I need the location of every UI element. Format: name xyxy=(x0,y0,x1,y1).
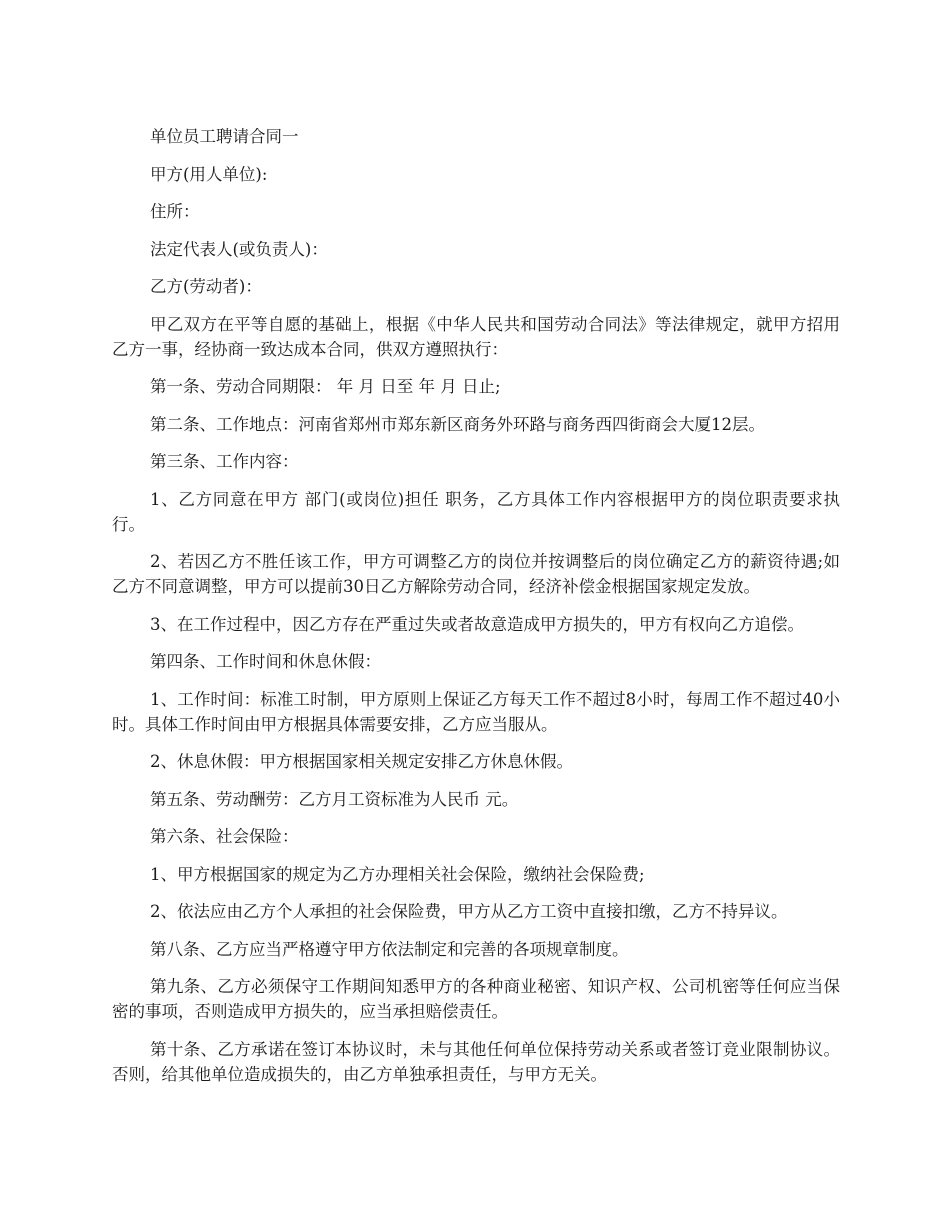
article-1-contract-term: 第一条、劳动合同期限： 年 月 日至 年 月 日止; xyxy=(150,377,501,396)
article-10-non-compete: 第十条、乙方承诺在签订本协议时，未与其他任何单位保持劳动关系或者签订竞业限制协议。否则，给其他单位造成损失的，由乙方单独承担责任，与甲方无关。 xyxy=(112,1039,840,1084)
address-field: 住所： xyxy=(150,202,200,221)
article-4-heading: 第四条、工作时间和休息休假： xyxy=(150,652,381,671)
article-3-item-2: 2、若因乙方不胜任该工作，甲方可调整乙方的岗位并按调整后的岗位确定乙方的薪资待遇;如乙方不同意调整，甲方可以提前30日乙方解除劳动合同，经济补偿金根据国家规定发放。 xyxy=(112,552,840,596)
article-6-item-1: 1、甲方根据国家的规定为乙方办理相关社会保险，缴纳社会保险费; xyxy=(150,864,645,884)
article-9-confidentiality: 第九条、乙方必须保守工作期间知悉甲方的各种商业秘密、知识产权、公司机密等任何应当保密的事项，否则造成甲方损失的，应当承担赔偿责任。 xyxy=(112,977,840,1021)
article-3-item-1: 1、乙方同意在甲方 部门(或岗位)担任 职务，乙方具体工作内容根据甲方的岗位职责要求执行。 xyxy=(112,489,840,534)
article-8-rules: 第八条、乙方应当严格遵守甲方依法制定和完善的各项规章制度。 xyxy=(150,939,629,959)
preamble-paragraph: 甲乙双方在平等自愿的基础上，根据《中华人民共和国劳动合同法》等法律规定，就甲方招用乙方一事，经协商一致达成本合同，供双方遵照执行： xyxy=(112,314,840,359)
article-4-item-2: 2、休息休假：甲方根据国家相关规定安排乙方休息休假。 xyxy=(150,752,573,771)
article-3-heading: 第三条、工作内容： xyxy=(150,452,299,471)
document-page xyxy=(112,124,840,1099)
article-3-item-3: 3、在工作过程中，因乙方存在严重过失或者故意造成甲方损失的，甲方有权向乙方追偿。 xyxy=(150,614,804,634)
party-b-field: 乙方(劳动者)： xyxy=(150,277,262,296)
article-2-work-location: 第二条、工作地点：河南省郑州市郑东新区商务外环路与商务西四街商会大厦12层。 xyxy=(150,414,765,434)
document-title: 单位员工聘请合同一 xyxy=(150,127,299,146)
article-6-item-2: 2、依法应由乙方个人承担的社会保险费，甲方从乙方工资中直接扣缴，乙方不持异议。 xyxy=(150,902,788,921)
party-a-field: 甲方(用人单位): xyxy=(150,164,268,184)
legal-representative-field: 法定代表人(或负责人)： xyxy=(150,239,328,259)
article-4-item-1: 1、工作时间：标准工时制，甲方原则上保证乙方每天工作不超过8小时，每周工作不超过40小时。具体工作时间由甲方根据具体需要安排，乙方应当服从。 xyxy=(112,689,840,734)
article-5-salary: 第五条、劳动酬劳：乙方月工资标准为人民币 元。 xyxy=(150,789,519,809)
article-6-heading: 第六条、社会保险： xyxy=(150,827,299,846)
